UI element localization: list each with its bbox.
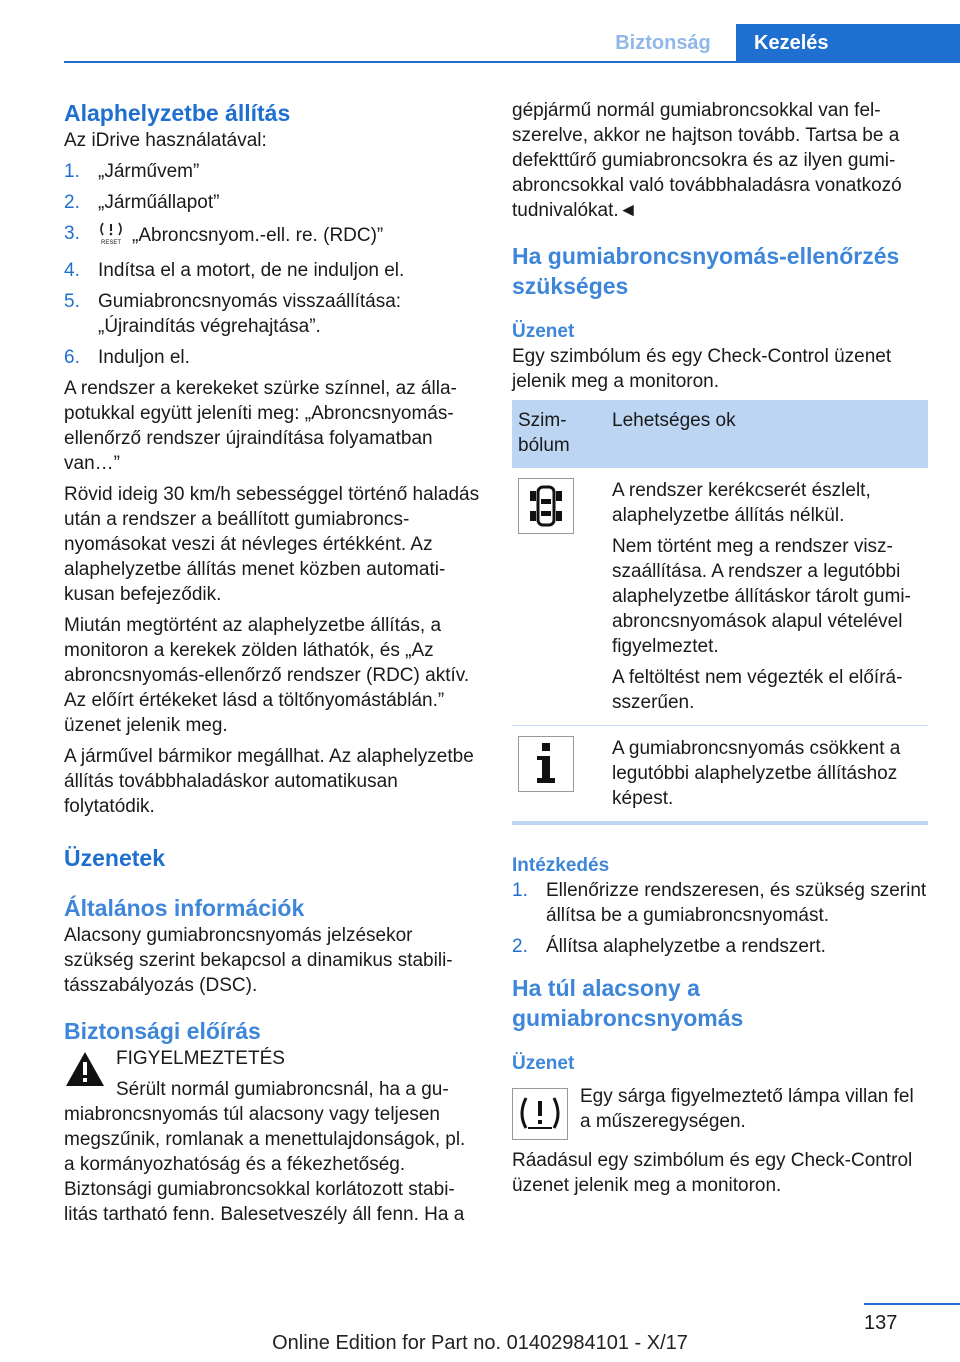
column-header-causes: Lehetséges ok bbox=[606, 400, 928, 468]
section-title-check-needed: Ha gumiabroncsnyomás-ellenőrzés szükséges bbox=[512, 243, 900, 299]
list-item bbox=[64, 345, 480, 370]
rdc-reset-icon bbox=[98, 221, 124, 252]
right-column bbox=[512, 98, 928, 1204]
header-rule bbox=[64, 61, 960, 63]
list-item bbox=[64, 159, 480, 184]
low-extra-text: Ráadásul egy szimbólum és egy Check-Control üzenet jelenik meg a monitoron. bbox=[512, 1150, 913, 1196]
paragraph: Miután megtörtént az alaphelyzetbe állítás, a monitoron a kerekek zölden láthatók, és „Az abroncsnyomás-ellenőrző rendszer (RDC) aktív. Az előírt értékeket lásd a töltőnyomástáblán.” üzenet jelenik meg. bbox=[64, 615, 470, 736]
step-number: 5. bbox=[64, 291, 80, 312]
low-message-text: Egy sárga figyelmeztető lámpa villan fel a műszeregységen. bbox=[580, 1086, 914, 1132]
causes-cell bbox=[606, 468, 928, 726]
car-wheel-change-icon bbox=[518, 478, 574, 534]
step-text: Ellenőrizze rendszeresen, és szükség szerint állítsa be a gumiabroncsnyomást. bbox=[546, 880, 927, 926]
svg-text:RESET: RESET bbox=[100, 240, 122, 245]
left-column bbox=[64, 98, 480, 1227]
step-text: Állítsa alaphelyzetbe a rendszert. bbox=[546, 936, 826, 957]
step-number: 1. bbox=[512, 880, 528, 901]
symbol-cell bbox=[512, 468, 606, 726]
cause-text: A gumiabroncsnyomás csökkent a legutóbbi alaphelyzetbe állításhoz képest. bbox=[612, 738, 901, 809]
step-number: 3. bbox=[64, 223, 80, 244]
measure-heading: Intézkedés bbox=[512, 855, 610, 876]
list-item bbox=[64, 190, 480, 215]
step-text: „Járműállapot” bbox=[98, 192, 220, 213]
paragraph: A rendszer a kerekeket szürke színnel, az állapotukkal együtt jeleníti meg: „Abroncsnyomás-ellenőrző rendszer újraindítása folyamatban van…” bbox=[64, 378, 457, 474]
table-header-row bbox=[512, 400, 928, 468]
page-number-rule bbox=[864, 1303, 960, 1305]
warning-block bbox=[64, 1046, 480, 1071]
message-heading: Üzenet bbox=[512, 321, 575, 342]
warning-label: FIGYELMEZTETÉS bbox=[116, 1048, 285, 1069]
table-row bbox=[512, 726, 928, 824]
cause-text: Nem történt meg a rendszer viszszaállítása. A rendszer a legutóbbi alaphelyzetbe állításkor tárolt gumiabroncsnyomások alapul vételével figyelmeztet. bbox=[612, 536, 911, 657]
warning-text: Sérült normál gumiabroncsnál, ha a gumiabroncsnyomás túl alacsony vagy teljesen megszűnik, romlanak a menettulajdonságok, pl. a kormányozhatóság és a fékezhetőség. Biztonsági gumiabroncsokkal korlátozott stabilitás tartható fenn. Balesetveszély áll fenn. Ha a bbox=[64, 1079, 466, 1225]
step-number: 1. bbox=[64, 161, 80, 182]
list-item bbox=[64, 289, 480, 339]
step-number: 2. bbox=[512, 936, 528, 957]
continued-text: gépjármű normál gumiabroncsokkal van felszerelve, akkor ne hajtson tovább. Tartsa be a defekttűrő gumiabroncsokra és az ilyen gumiabroncsokkal való továbbhaladásra vonatkozó tudnivalókat.◄ bbox=[512, 100, 902, 221]
low-message-heading: Üzenet bbox=[512, 1053, 575, 1074]
subtitle-general: Általános információk bbox=[64, 895, 305, 921]
list-item bbox=[512, 934, 928, 959]
warning-text-block bbox=[64, 1077, 480, 1227]
step-number: 6. bbox=[64, 347, 80, 368]
tire-pressure-warning-icon bbox=[512, 1088, 568, 1147]
measure-steps bbox=[512, 878, 928, 959]
page-number: 137 bbox=[864, 1312, 898, 1334]
table-row bbox=[512, 468, 928, 726]
tab-kezeles[interactable]: Kezelés bbox=[736, 24, 960, 62]
step-text: Indítsa el a motort, de ne induljon el. bbox=[98, 260, 405, 281]
subtitle-safety: Biztonsági előírás bbox=[64, 1018, 261, 1044]
step-text: Induljon el. bbox=[98, 347, 190, 368]
symbol-table bbox=[512, 400, 928, 825]
section-title-reset: Alaphelyzetbe állítás bbox=[64, 100, 291, 126]
section-title-messages: Üzenetek bbox=[64, 845, 165, 871]
causes-cell bbox=[606, 726, 928, 824]
info-icon bbox=[518, 736, 574, 792]
low-message-block bbox=[512, 1084, 928, 1134]
list-item bbox=[64, 221, 480, 252]
cause-text: A feltöltést nem végezték el előírásszerűen. bbox=[612, 667, 903, 713]
paragraph: Rövid ideig 30 km/h sebességgel történő haladás után a rendszer a beállított gumiabroncsnyomásokat veszi át névleges értékként. Az alaphelyzetbe állítás menet közben automatikusan befejeződik. bbox=[64, 484, 480, 605]
list-item bbox=[64, 258, 480, 283]
step-text: „Járművem” bbox=[98, 161, 200, 182]
cause-text: A rendszer kerékcserét észlelt, alaphelyzetbe állítás nélkül. bbox=[612, 480, 871, 526]
step-text: Gumiabroncsnyomás visszaállítása: „Újraindítás végrehajtása”. bbox=[98, 291, 402, 337]
reset-steps bbox=[64, 159, 480, 370]
general-info-text: Alacsony gumiabroncsnyomás jelzésekor szükség szerint bekapcsol a dinamikus stabilitásszabályozás (DSC). bbox=[64, 925, 453, 996]
message-text: Egy szimbólum és egy Check-Control üzenet jelenik meg a monitoron. bbox=[512, 346, 892, 392]
symbol-cell bbox=[512, 726, 606, 824]
step-text: „Abroncsnyom.-ell. re. (RDC)” bbox=[132, 225, 384, 246]
section-title-low-pressure: Ha túl alacsony a gumiabroncsnyomás bbox=[512, 975, 744, 1031]
paragraph: A járművel bármikor megállhat. Az alaphelyzetbe állítás továbbhaladáskor automatikusan folytatódik. bbox=[64, 746, 474, 817]
column-header-symbol: Szimbólum bbox=[512, 400, 606, 468]
step-number: 2. bbox=[64, 192, 80, 213]
list-item bbox=[512, 878, 928, 928]
step-number: 4. bbox=[64, 260, 80, 281]
footer-text: Online Edition for Part no. 01402984101 - X/17 bbox=[272, 1332, 688, 1354]
intro-text: Az iDrive használatával: bbox=[64, 130, 267, 151]
tab-biztonsag[interactable]: Biztonság bbox=[615, 32, 711, 54]
